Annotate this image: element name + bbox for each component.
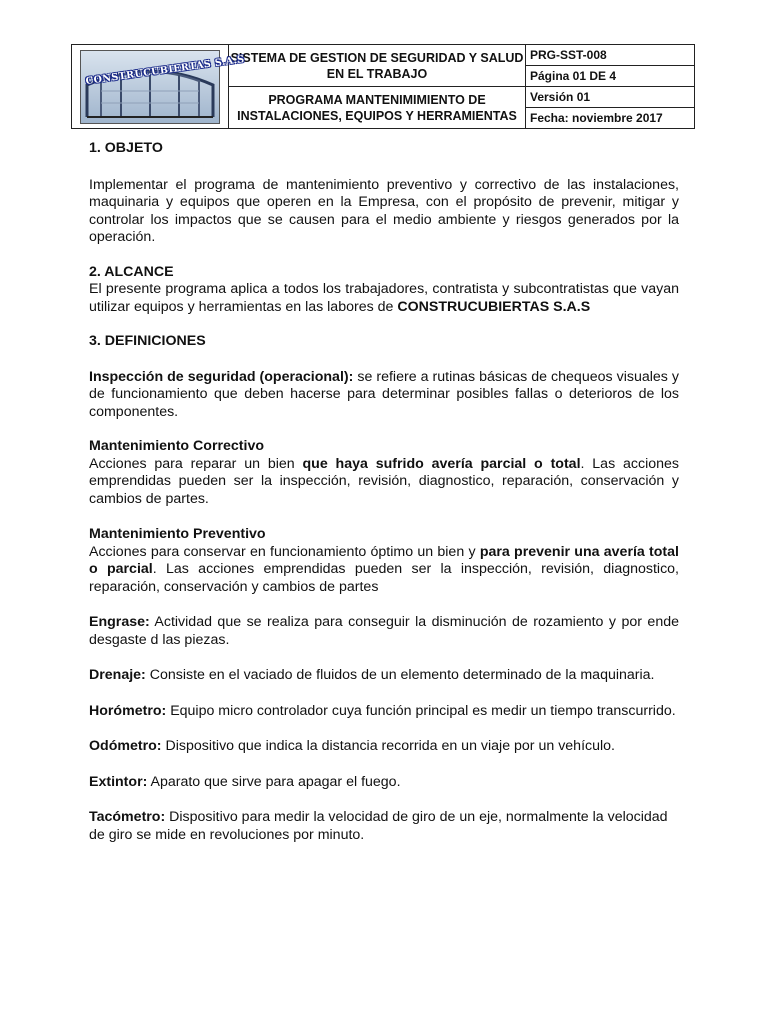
system-title: SISTEMA DE GESTION DE SEGURIDAD Y SALUD EN EL TRABAJO [229, 45, 526, 87]
section-heading-alcance: 2. ALCANCE [89, 263, 174, 280]
document-code: PRG-SST-008 [526, 45, 695, 66]
objeto-paragraph: Implementar el programa de mantenimiento preventivo y correctivo de las instalaciones, maquinaria y equipos que operen en la Empresa, con el propósito de prevenir, mitigar y controlar los impactos que se causen para el medio ambiente y riesgos generados por la operación. [89, 176, 679, 245]
section-heading-objeto: 1. OBJETO [89, 140, 163, 156]
section-heading-definiciones: 3. DEFINICIONES [89, 333, 206, 349]
definition-horometro: Horómetro: Equipo micro controlador cuya función principal es medir un tiempo transcurrido. [89, 702, 676, 719]
page-number: Página 01 DE 4 [526, 66, 695, 87]
document-header [71, 44, 695, 129]
definition-correctivo: Acciones para reparar un bien que haya sufrido avería parcial o total. Las acciones emprendidas pueden ser la inspección, revisión, diagnostico, reparación, conservación y cambios de partes. [89, 455, 679, 507]
definition-extintor: Extintor: Aparato que sirve para apagar el fuego. [89, 773, 401, 790]
definition-preventivo: Acciones para conservar en funcionamiento óptimo un bien y para prevenir una avería total o parcial. Las acciones emprendidas pueden ser la inspección, revisión, diagnostico, reparación, conservación y cambios de partes [89, 543, 679, 595]
document-date: Fecha: noviembre 2017 [526, 108, 695, 129]
program-title: PROGRAMA MANTENIMIMIENTO DE INSTALACIONES, EQUIPOS Y HERRAMIENTAS [229, 87, 526, 129]
definition-inspeccion: Inspección de seguridad (operacional): se refiere a rutinas básicas de chequeos visuales y de funcionamiento que deben hacerse para determinar posibles fallas o deterioros de los componentes. [89, 368, 679, 420]
definition-title-correctivo: Mantenimiento Correctivo [89, 438, 265, 454]
definition-tacometro: Tacómetro: Dispositivo para medir la velocidad de giro de un eje, normalmente la velocidad de giro se mide en revoluciones por minuto. [89, 809, 668, 843]
definition-title-preventivo: Mantenimiento Preventivo [89, 526, 266, 542]
logo-lettering: CONSTRUCUBIERTAS S.A.S [85, 53, 246, 87]
company-name: CONSTRUCUBIERTAS S.A.S [397, 298, 591, 315]
alcance-paragraph: El presente programa aplica a todos los trabajadores, contratista y subcontratistas que vayan utilizar equipos y herramientas en las labores de CONSTRUCUBIERTAS S.A.S [89, 281, 679, 315]
definition-odometro: Odómetro: Dispositivo que indica la distancia recorrida en un viaje por un vehículo. [89, 738, 615, 754]
definition-engrase: Engrase: Actividad que se realiza para conseguir la disminución de rozamiento y por ende desgaste d las piezas. [89, 614, 679, 648]
document-body [89, 140, 679, 844]
definition-drenaje: Drenaje: Consiste en el vaciado de fluidos de un elemento determinado de la maquinaria. [89, 667, 655, 683]
document-version: Versión 01 [526, 87, 695, 108]
company-logo [80, 50, 246, 124]
logo-cell [72, 45, 246, 129]
